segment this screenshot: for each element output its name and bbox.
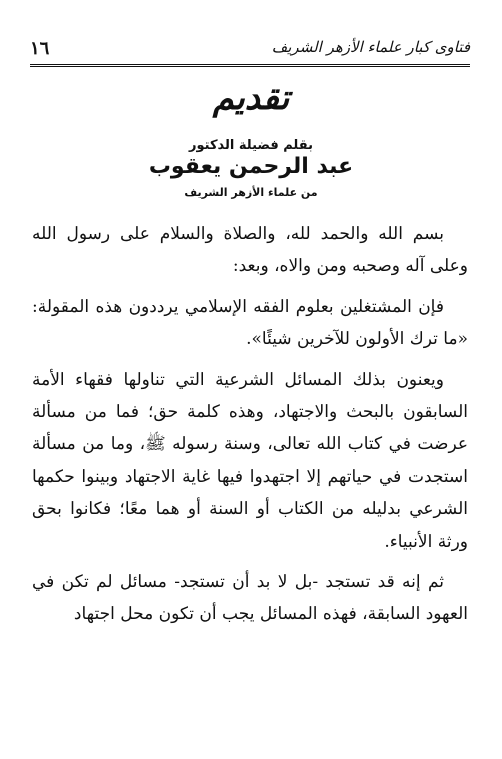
chapter-title: تقديم xyxy=(212,78,290,118)
paragraph: ويعنون بذلك المسائل الشرعية التي تناولها فقهاء الأمة السابقون بالبحث والاجتهاد، وهذه كلمة حق؛ فما من مسألة عرضت في كتاب الله تعالى، وسنة رسوله ﷺ، وما من مسألة استجدت في حياتهم إلا اجتهدوا فيها غاية الاجتهاد وبينوا حكمها الشرعي بدليله من الكتاب أو السنة أو هما معًا؛ فكانوا بحق ورثة الأنبياء. xyxy=(32,369,468,552)
paragraph: فإن المشتغلين بعلوم الفقه الإسلامي يرددون هذه المقولة: «ما ترك الأولون للآخرين شيئًا». xyxy=(32,296,468,350)
header-rule xyxy=(30,64,470,67)
paragraph: ثم إنه قد تستجد -بل لا بد أن تستجد- مسائل لم تكن في العهود السابقة، فهذه المسائل يجب أن تكون محل اجتهاد xyxy=(32,572,468,625)
paragraph: بسم الله والحمد لله، والصلاة والسلام على رسول الله وعلى آله وصحبه ومن والاه، وبعد: xyxy=(32,224,468,277)
author-name: عبد الرحمن يعقوب xyxy=(148,154,354,179)
author-byline: بقلم فضيلة الدكتور xyxy=(189,138,313,153)
running-title: فتاوى كبار علماء الأزهر الشريف xyxy=(271,38,470,56)
running-header xyxy=(30,38,470,66)
body-text xyxy=(32,218,468,639)
author-affiliation: من علماء الأزهر الشريف xyxy=(184,186,318,199)
page-number: ١٦ xyxy=(30,38,50,59)
